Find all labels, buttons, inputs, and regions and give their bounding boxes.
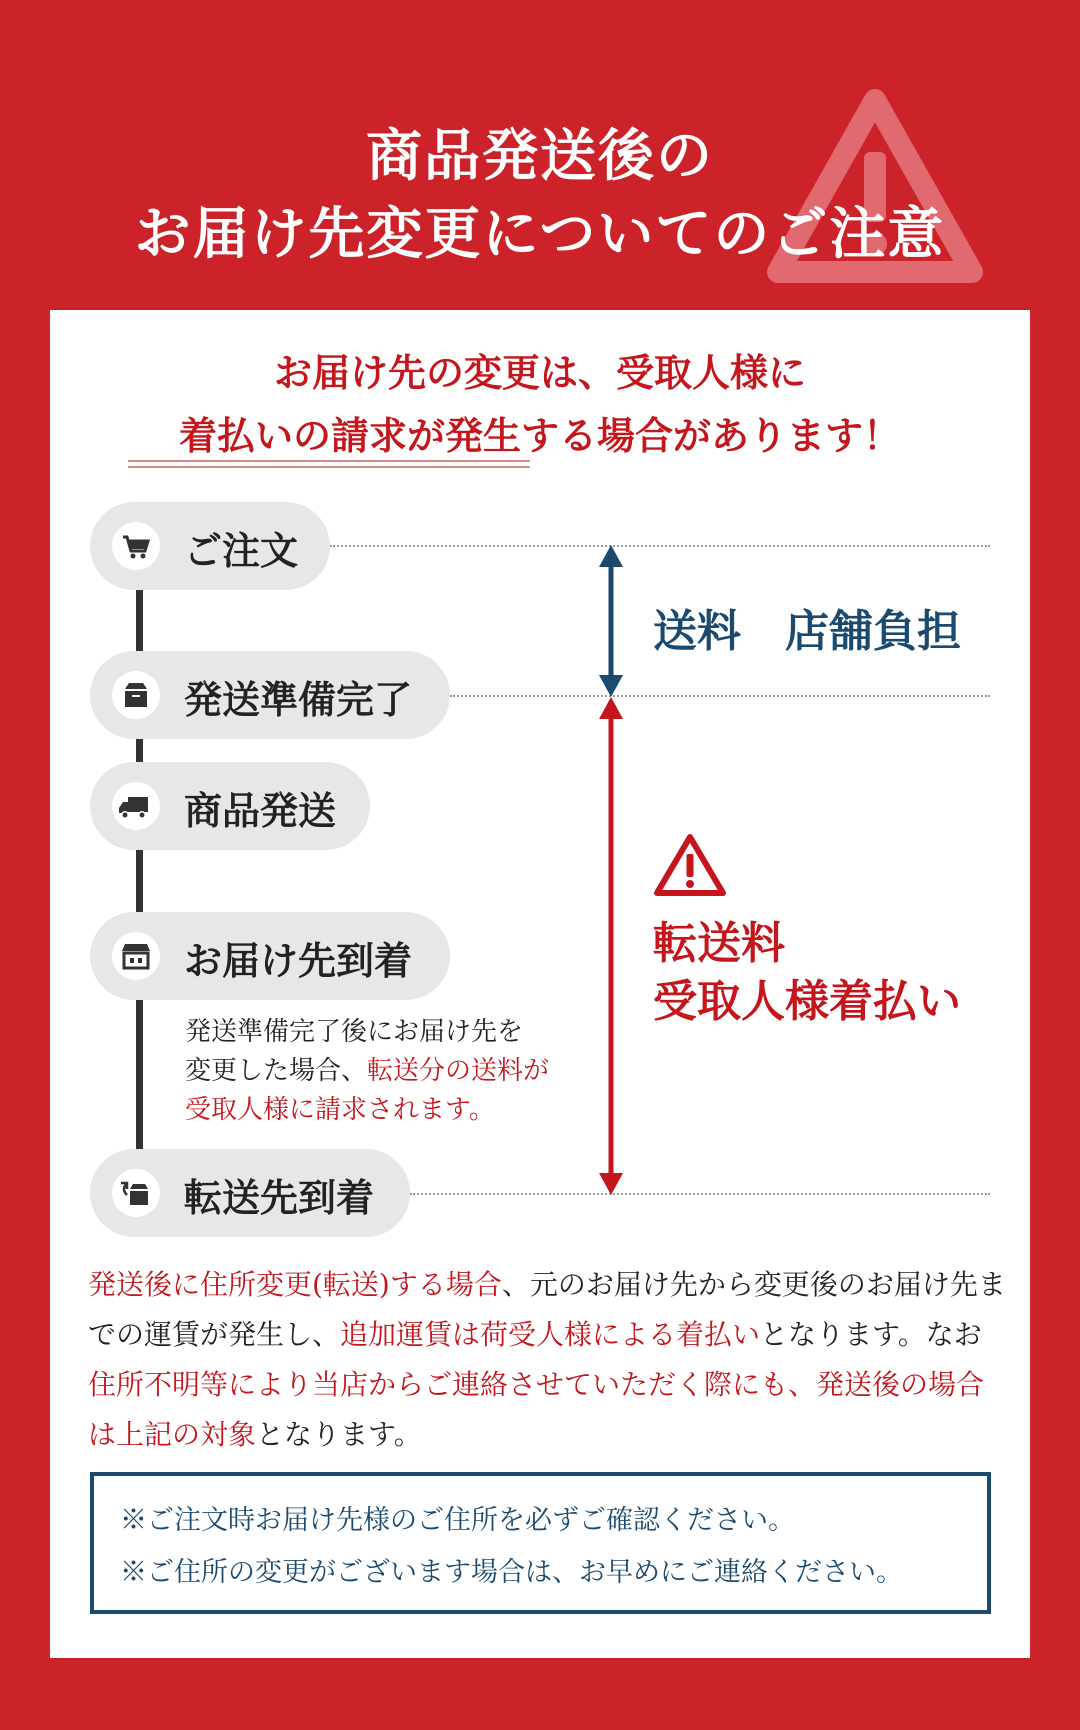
note-line1: 発送準備完了後にお届け先を bbox=[185, 1017, 524, 1047]
step-label: お届け先到着 bbox=[184, 938, 413, 983]
note-line2 bbox=[185, 1052, 549, 1091]
lead-line2: 着払いの請求が発生する場合があります！ bbox=[178, 413, 901, 458]
shop-cost-arrow bbox=[593, 545, 629, 697]
step-arrival bbox=[90, 912, 450, 1000]
step-shipped bbox=[90, 762, 370, 850]
box-icon bbox=[112, 671, 160, 719]
step-arrival-note bbox=[185, 1013, 549, 1130]
note-line2-red: 転送分の送料が bbox=[367, 1056, 550, 1086]
para-s1-plain: 、元のお届け先から変更後のお届け先までの運賃が発生し、 bbox=[88, 1268, 1006, 1351]
para-s3-red: 住所不明等により当店からご連絡させていただく際にも、発送後の場合は上記の対象 bbox=[88, 1368, 985, 1451]
cart-icon bbox=[112, 522, 160, 570]
page-title-line2: お届け先変更についてのご注意 bbox=[134, 201, 946, 267]
guide-line-forward bbox=[410, 1193, 990, 1195]
notice-line1: ※ご注文時お届け先様のご住所を必ずご確認ください。 bbox=[120, 1505, 795, 1536]
guide-line-ready bbox=[450, 695, 990, 697]
para-s2-red: 追加運賃は荷受人様による着払い bbox=[340, 1318, 761, 1351]
step-label: 発送準備完了 bbox=[184, 677, 413, 722]
note-line2-plain: 変更した場合、 bbox=[185, 1056, 368, 1086]
notice-line2: ※ご住所の変更がございます場合は、お早めにご連絡ください。 bbox=[120, 1557, 903, 1588]
step-ready bbox=[90, 651, 450, 739]
page-title-line1: 商品発送後の bbox=[366, 123, 714, 189]
step-label: 転送先到着 bbox=[184, 1175, 375, 1220]
note-line3: 受取人様に請求されます。 bbox=[185, 1095, 495, 1125]
lead-underline bbox=[128, 460, 530, 468]
step-order bbox=[90, 502, 330, 590]
guide-line-order bbox=[330, 545, 990, 547]
para-s2-plain: となります。なお bbox=[760, 1318, 982, 1351]
forward-box-icon bbox=[112, 1169, 160, 1217]
explanation-paragraph bbox=[88, 1260, 1008, 1460]
shop-icon bbox=[112, 932, 160, 980]
forward-cost-label bbox=[653, 915, 961, 1031]
step-forward-arrival bbox=[90, 1149, 410, 1237]
forward-cost-line1: 転送料 bbox=[653, 918, 785, 969]
lead-line1: お届け先の変更は、受取人様に bbox=[273, 350, 806, 395]
truck-icon bbox=[112, 782, 160, 830]
step-label: ご注文 bbox=[184, 528, 299, 573]
forward-cost-line2: 受取人様着払い bbox=[653, 976, 961, 1027]
notice-box bbox=[90, 1472, 991, 1614]
warning-icon bbox=[653, 832, 727, 898]
shop-cost-label: 送料 店舗負担 bbox=[653, 606, 961, 657]
step-label: 商品発送 bbox=[184, 788, 337, 833]
para-s1-red: 発送後に住所変更(転送)する場合 bbox=[88, 1268, 502, 1301]
para-s3-plain: となります。 bbox=[256, 1418, 422, 1451]
forward-cost-arrow bbox=[593, 697, 629, 1195]
